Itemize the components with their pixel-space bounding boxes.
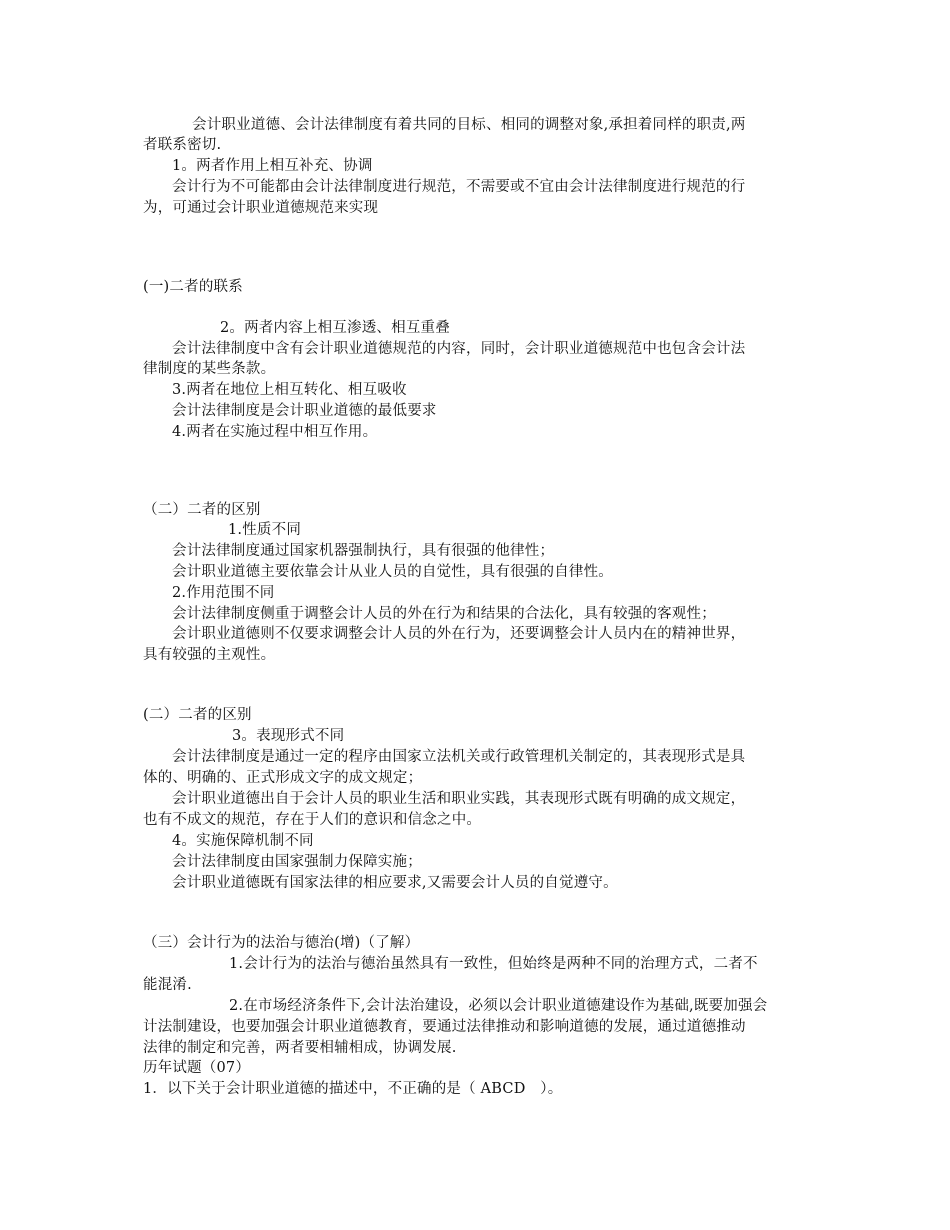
list-heading: 2.作用范围不同 <box>172 585 275 601</box>
list-heading: 3.两者在地位上相互转化、相互吸收 <box>172 382 407 398</box>
list-heading: 4。实施保障机制不同 <box>172 833 314 849</box>
section-heading: (二）二者的区别 <box>143 707 252 723</box>
paragraph-line: 计法制建设，也要加强会计职业道德教育，要通过法律推动和影响道德的发展，通过道德推动 <box>143 1019 746 1035</box>
paragraph-line: 具有较强的主观性。 <box>143 647 276 663</box>
section-heading: （三）会计行为的法治与德治(增)（了解） <box>143 935 420 951</box>
paragraph-line: 为，可通过会计职业道德规范来实现 <box>143 200 379 216</box>
paragraph-line: 也有不成文的规范，存在于人们的意识和信念之中。 <box>143 812 482 828</box>
paragraph-line: 律制度的某些条款。 <box>143 361 276 377</box>
paragraph-line: 会计职业道德既有国家法律的相应要求,又需要会计人员的自觉遵守。 <box>172 875 618 891</box>
paragraph-line: 会计法律制度是通过一定的程序由国家立法机关或行政管理机关制定的，其表现形式是具 <box>172 749 746 765</box>
list-heading: 3。表现形式不同 <box>232 728 345 744</box>
list-heading: 1。两者作用上相互补充、协调 <box>172 158 373 174</box>
paragraph-line: 会计法律制度中含有会计职业道德规范的内容，同时，会计职业道德规范中也包含会计法 <box>172 341 746 357</box>
list-heading: 4.两者在实施过程中相互作用。 <box>172 424 378 440</box>
paragraph-line: 会计行为不可能都由会计法律制度进行规范，不需要或不宜由会计法律制度进行规范的行 <box>172 179 746 195</box>
paragraph-line: 2.在市场经济条件下,会计法治建设，必须以会计职业道德建设作为基础,既要加强会 <box>229 998 768 1014</box>
paragraph-line: 会计职业道德主要依靠会计从业人员的自觉性，具有很强的自律性。 <box>172 564 613 580</box>
paragraph-line: 会计法律制度由国家强制力保障实施； <box>172 854 422 870</box>
paragraph-line: 会计职业道德则不仅要求调整会计人员的外在行为，还要调整会计人员内在的精神世界， <box>172 626 746 642</box>
list-heading: 1.性质不同 <box>228 522 302 538</box>
section-heading: 历年试题（07） <box>143 1060 251 1076</box>
question-line: 1．以下关于会计职业道德的描述中，不正确的是（ ABCD ）。 <box>143 1081 563 1097</box>
paragraph-line: 会计法律制度侧重于调整会计人员的外在行为和结果的合法化，具有较强的客观性； <box>172 606 716 622</box>
paragraph-line: 者联系密切. <box>143 137 222 153</box>
paragraph-line: 会计职业道德出自于会计人员的职业生活和职业实践，其表现形式既有明确的成文规定， <box>172 791 746 807</box>
list-heading: 2。两者内容上相互渗透、相互重叠 <box>220 320 450 336</box>
section-heading: (一)二者的联系 <box>143 279 243 295</box>
paragraph-line: 1.会计行为的法治与德治虽然具有一致性，但始终是两种不同的治理方式，二者不 <box>229 956 758 972</box>
paragraph-line: 体的、明确的、正式形成文字的成文规定； <box>143 770 423 786</box>
paragraph-line: 会计法律制度通过国家机器强制执行，具有很强的他律性； <box>172 543 555 559</box>
paragraph-line: 能混淆. <box>143 977 192 993</box>
paragraph-line: 会计法律制度是会计职业道德的最低要求 <box>172 403 437 419</box>
paragraph-line: 会计职业道德、会计法律制度有着共同的目标、相同的调整对象,承担着同样的职责,两 <box>192 117 746 133</box>
section-heading: （二）二者的区别 <box>143 502 261 518</box>
paragraph-line: 法律的制定和完善，两者要相辅相成，协调发展. <box>143 1040 457 1056</box>
